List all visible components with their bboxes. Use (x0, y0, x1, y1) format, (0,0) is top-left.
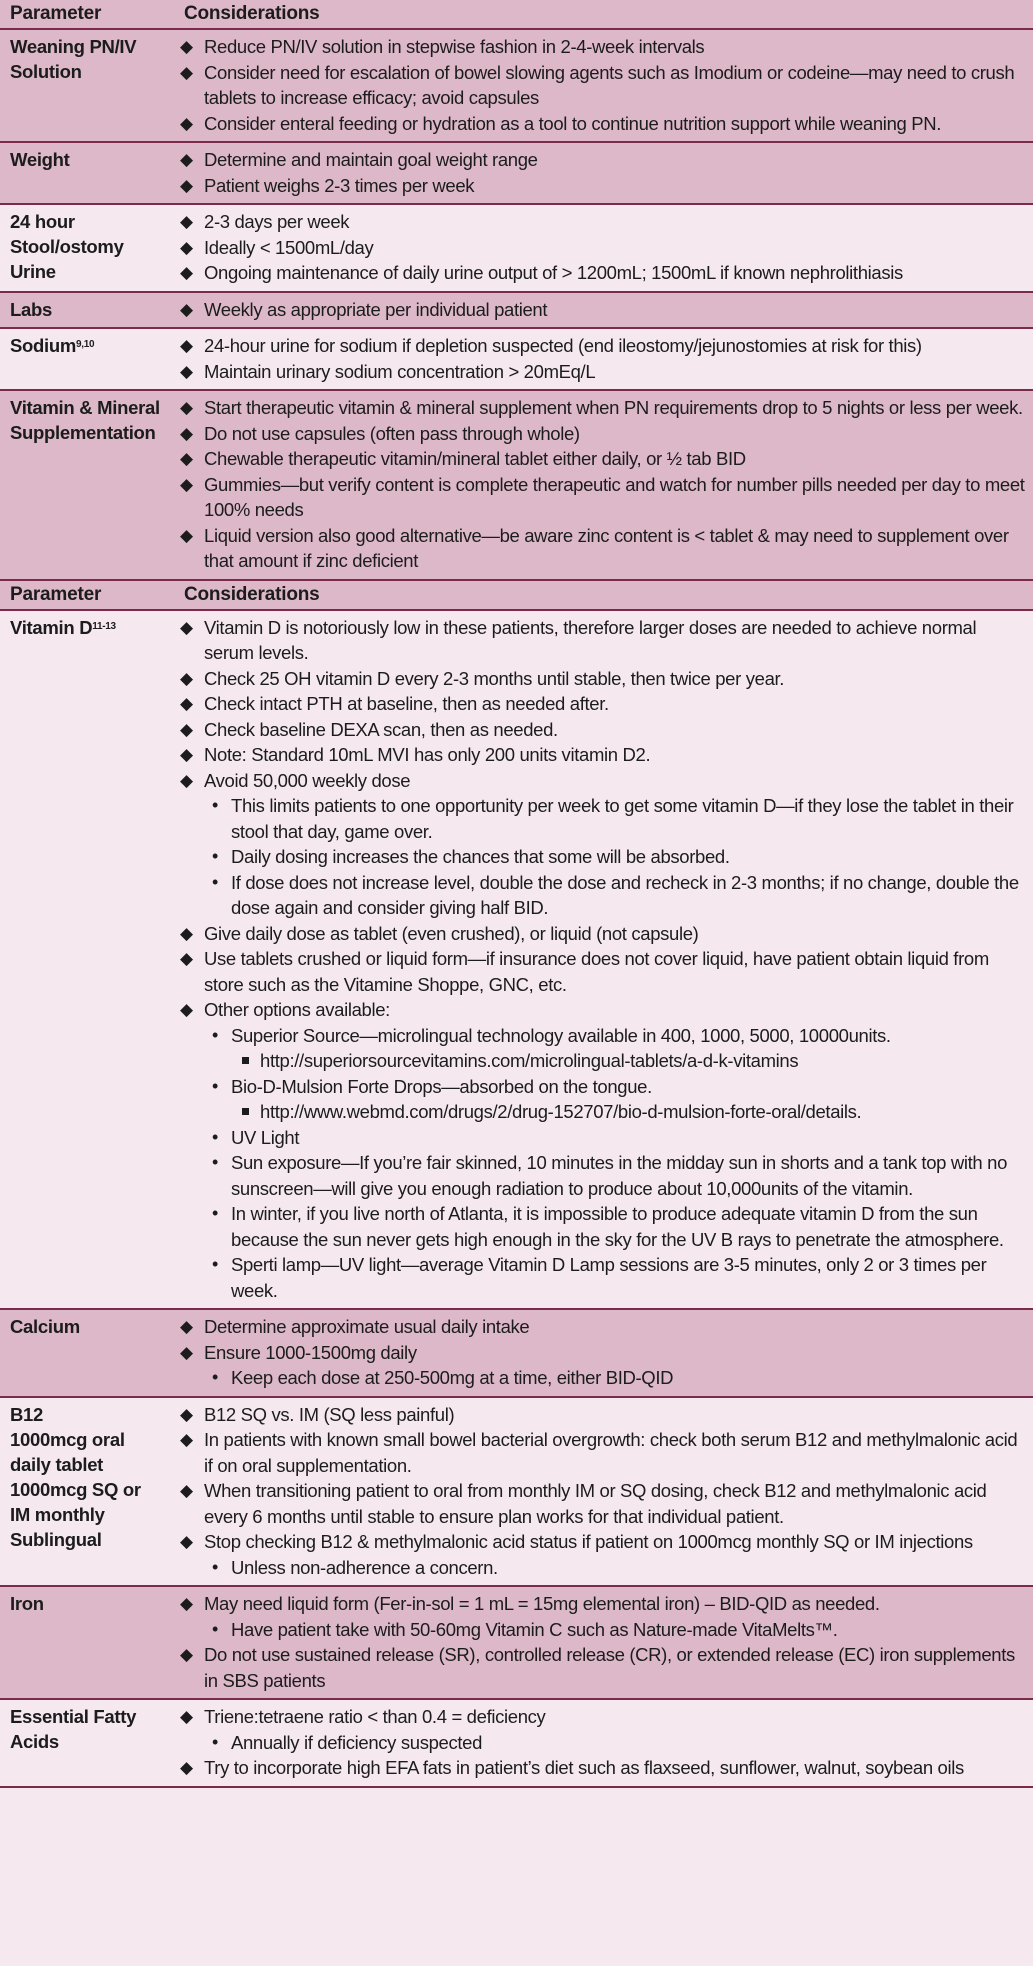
list-item (176, 1617, 1029, 1643)
list-item (176, 1427, 1029, 1478)
diamond-bullet-icon: ◆ (180, 1707, 193, 1726)
list-item (176, 768, 1029, 794)
item-text: Reduce PN/IV solution in stepwise fashion in 2-4-week intervals (204, 36, 705, 57)
considerations-cell (176, 1591, 1033, 1693)
header-parameter: Parameter (10, 583, 102, 605)
item-text: In patients with known small bowel bacterial overgrowth: check both serum B12 and methylmalonic acid if on oral supplementation. (204, 1429, 1018, 1476)
parameter-cell (0, 34, 176, 136)
square-bullet-icon (242, 1057, 249, 1064)
diamond-bullet-icon: ◆ (180, 263, 193, 282)
diamond-bullet-icon: ◆ (180, 1758, 193, 1777)
item-text: May need liquid form (Fer-in-sol = 1 mL = 15mg elemental iron) – BID-QID as needed. (204, 1593, 880, 1614)
item-text: B12 SQ vs. IM (SQ less painful) (204, 1403, 455, 1425)
table-row (0, 391, 1033, 581)
item-text: Vitamin D is notoriously low in these patients, therefore larger doses are needed to achieve normal serum levels. (204, 616, 977, 663)
item-text: Check 25 OH vitamin D every 2-3 months until stable, then twice per year. (204, 667, 785, 689)
round-bullet-icon: • (212, 1618, 218, 1639)
round-bullet-icon: • (212, 1254, 218, 1274)
diamond-bullet-icon: ◆ (180, 62, 193, 82)
list-item (176, 421, 1029, 447)
parameter-label: Vitamin D (10, 616, 93, 638)
item-text: Start therapeutic vitamin & mineral supplement when PN requirements drop to 5 nights or less per week. (204, 397, 1023, 418)
table-row (0, 30, 1033, 143)
item-text: Ongoing maintenance of daily urine output of > 1200mL; 1500mL if known nephrolithiasis (204, 262, 903, 283)
list-item (176, 1704, 1029, 1730)
considerations-cell (176, 1402, 1033, 1581)
item-text: Triene:tetraene ratio < than 0.4 = deficiency (204, 1706, 546, 1727)
header-considerations: Considerations (184, 583, 320, 605)
item-text: Check baseline DEXA scan, then as needed. (204, 718, 558, 740)
list-item (176, 1099, 1029, 1125)
list-item (176, 1529, 1029, 1555)
diamond-bullet-icon: ◆ (180, 336, 193, 355)
parameter-cell (0, 1704, 176, 1781)
list-item (176, 111, 1029, 137)
item-text: Give daily dose as tablet (even crushed), or liquid (not capsule) (204, 922, 699, 944)
parameter-label: Essential Fatty Acids (10, 1706, 137, 1752)
item-text: Do not use capsules (often pass through whole) (204, 422, 580, 444)
considerations-cell (176, 297, 1033, 323)
list-item (176, 260, 1029, 286)
item-text: Liquid version also good alternative—be aware zinc content is < tablet & may need to supplement over that amount if zinc deficient (204, 524, 1009, 571)
list-item (176, 147, 1029, 173)
parameter-cell (0, 1402, 176, 1581)
diamond-bullet-icon: ◆ (180, 449, 193, 468)
diamond-bullet-icon: ◆ (180, 1594, 193, 1613)
list-item (176, 946, 1029, 997)
diamond-bullet-icon: ◆ (180, 525, 193, 545)
list-item (176, 446, 1029, 472)
round-bullet-icon: • (212, 1152, 218, 1172)
parameter-label: Labs (10, 298, 52, 320)
table-row (0, 1310, 1033, 1398)
item-text: 24-hour urine for sodium if depletion suspected (end ileostomy/jejunostomies at risk for this) (204, 335, 922, 356)
item-text: Weekly as appropriate per individual patient (204, 298, 548, 320)
item-text: Try to incorporate high EFA fats in patient’s diet such as flaxseed, sunflower, walnut, soybean oils (204, 1757, 964, 1778)
diamond-bullet-icon: ◆ (180, 770, 193, 790)
list-item (176, 1340, 1029, 1366)
item-text: Keep each dose at 250-500mg at a time, either BID-QID (231, 1367, 674, 1388)
diamond-bullet-icon: ◆ (180, 237, 193, 257)
list-item (176, 1642, 1029, 1693)
diamond-bullet-icon: ◆ (180, 668, 193, 688)
parameter-label: B12 1000mcg oral daily tablet 1000mcg SQ or IM monthly Sublingual (10, 1403, 141, 1550)
table-row (0, 293, 1033, 330)
diamond-bullet-icon: ◆ (180, 1645, 193, 1664)
item-text: http://superiorsourcevitamins.com/microlingual-tablets/a-d-k-vitamins (260, 1050, 799, 1071)
diamond-bullet-icon: ◆ (180, 1000, 193, 1019)
table-row (0, 1398, 1033, 1588)
table-header-repeat (0, 581, 1033, 611)
list-item (176, 1555, 1029, 1581)
list-item (176, 1125, 1029, 1151)
parameter-label: Calcium (10, 1316, 80, 1337)
list-item (176, 615, 1029, 666)
item-text: Patient weighs 2-3 times per week (204, 174, 475, 196)
list-item (176, 523, 1029, 574)
list-item (176, 1201, 1029, 1252)
diamond-bullet-icon: ◆ (180, 1404, 193, 1424)
item-text: If dose does not increase level, double the dose and recheck in 2-3 months; if no change, double the dose again and consider giving half BID. (231, 871, 1019, 918)
list-item (176, 870, 1029, 921)
item-text: Gummies—but verify content is complete therapeutic and watch for number pills needed per day to meet 100% needs (204, 473, 1025, 520)
list-item (176, 1730, 1029, 1756)
item-text: Consider need for escalation of bowel slowing agents such as Imodium or codeine—may need to crush tablets to increase efficacy; avoid capsules (204, 61, 1015, 108)
item-text: This limits patients to one opportunity per week to get some vitamin D—if they lose the tablet in their stool that day, game over. (231, 795, 1014, 842)
list-item (176, 1591, 1029, 1617)
diamond-bullet-icon: ◆ (180, 923, 193, 943)
list-item (176, 359, 1029, 385)
list-item (176, 1150, 1029, 1201)
item-text: Consider enteral feeding or hydration as a tool to continue nutrition support while weaning PN. (204, 112, 942, 134)
item-text: Annually if deficiency suspected (231, 1731, 483, 1753)
item-text: Determine and maintain goal weight range (204, 149, 538, 170)
item-text: Superior Source—microlingual technology available in 400, 1000, 5000, 10000units. (231, 1024, 891, 1046)
item-text: When transitioning patient to oral from monthly IM or SQ dosing, check B12 and methylmalonic acid every 6 months until stable to ensure plan works for that individual patient. (204, 1480, 987, 1527)
parameter-label: Weaning PN/IV Solution (10, 36, 137, 82)
item-text: 2-3 days per week (204, 211, 350, 232)
list-item (176, 209, 1029, 235)
table-row (0, 205, 1033, 293)
table-row (0, 143, 1033, 205)
considerations-cell (176, 34, 1033, 136)
item-text: Check intact PTH at baseline, then as needed after. (204, 693, 609, 714)
list-item (176, 60, 1029, 111)
list-item (176, 1478, 1029, 1529)
item-text: Stop checking B12 & methylmalonic acid status if patient on 1000mcg monthly SQ or IM injections (204, 1531, 973, 1552)
list-item (176, 666, 1029, 692)
parameter-label: Weight (10, 149, 70, 170)
item-text: Determine approximate usual daily intake (204, 1316, 530, 1337)
parameter-label: Iron (10, 1593, 44, 1614)
table-row (0, 1700, 1033, 1788)
item-text: Have patient take with 50-60mg Vitamin C such as Nature-made VitaMelts™. (231, 1618, 838, 1640)
list-item (176, 1755, 1029, 1781)
list-item (176, 235, 1029, 261)
diamond-bullet-icon: ◆ (180, 175, 193, 195)
header-parameter: Parameter (10, 3, 102, 24)
round-bullet-icon: • (212, 1126, 218, 1147)
parameter-cell (0, 333, 176, 384)
item-text: Use tablets crushed or liquid form—if insurance does not cover liquid, have patient obtain liquid from store such as the Vitamine Shoppe, GNC, etc. (204, 948, 989, 995)
table-body (0, 30, 1033, 1788)
list-item (176, 472, 1029, 523)
item-text: Chewable therapeutic vitamin/mineral tablet either daily, or ½ tab BID (204, 448, 746, 469)
list-item (176, 1314, 1029, 1340)
diamond-bullet-icon: ◆ (180, 113, 193, 133)
item-text: Ideally < 1500mL/day (204, 236, 374, 258)
diamond-bullet-icon: ◆ (180, 212, 193, 231)
diamond-bullet-icon: ◆ (180, 1430, 193, 1449)
reference-superscript: 9,10 (76, 339, 95, 350)
diamond-bullet-icon: ◆ (180, 37, 193, 56)
considerations-cell (176, 147, 1033, 198)
parameter-cell (0, 147, 176, 198)
considerations-cell (176, 1704, 1033, 1781)
item-text: Daily dosing increases the chances that some will be absorbed. (231, 846, 730, 867)
considerations-cell (176, 333, 1033, 384)
item-text: Avoid 50,000 weekly dose (204, 769, 411, 791)
diamond-bullet-icon: ◆ (180, 1342, 193, 1362)
parameter-label: Sodium (10, 335, 77, 356)
list-item (176, 997, 1029, 1023)
table-header (0, 0, 1033, 30)
item-text: Ensure 1000-1500mg daily (204, 1341, 417, 1363)
list-item (176, 844, 1029, 870)
list-item (176, 921, 1029, 947)
list-item (176, 1252, 1029, 1303)
diamond-bullet-icon: ◆ (180, 361, 193, 381)
considerations-cell (176, 615, 1033, 1304)
round-bullet-icon: • (212, 846, 218, 866)
item-text: Sperti lamp—UV light—average Vitamin D Lamp sessions are 3-5 minutes, only 2 or 3 times per week. (231, 1254, 987, 1301)
diamond-bullet-icon: ◆ (180, 719, 193, 739)
reference-superscript: 11-13 (92, 620, 116, 632)
round-bullet-icon: • (212, 1367, 218, 1387)
parameter-cell (0, 1591, 176, 1693)
round-bullet-icon: • (212, 1024, 218, 1045)
item-text: Bio-D-Mulsion Forte Drops—absorbed on the tongue. (231, 1075, 652, 1097)
list-item (176, 173, 1029, 199)
list-item (176, 1074, 1029, 1100)
diamond-bullet-icon: ◆ (180, 1481, 193, 1500)
list-item (176, 1402, 1029, 1428)
list-item (176, 34, 1029, 60)
table-row (0, 329, 1033, 391)
list-item (176, 691, 1029, 717)
diamond-bullet-icon: ◆ (180, 1532, 193, 1551)
item-text: Unless non-adherence a concern. (231, 1556, 498, 1578)
round-bullet-icon: • (212, 1075, 218, 1096)
list-item (176, 793, 1029, 844)
considerations-cell (176, 209, 1033, 286)
parameter-cell (0, 209, 176, 286)
item-text: Sun exposure—If you’re fair skinned, 10 minutes in the midday sun in shorts and a tank top with no sunscreen—will give you enough radiation to produce about 10,000units of the vitamin. (231, 1152, 1008, 1199)
square-bullet-icon (242, 1108, 249, 1115)
list-item (176, 297, 1029, 323)
table-row (0, 611, 1033, 1311)
diamond-bullet-icon: ◆ (180, 617, 193, 637)
diamond-bullet-icon: ◆ (180, 949, 193, 968)
header-considerations: Considerations (184, 3, 320, 24)
parameter-label: Vitamin & Mineral Supplementation (10, 397, 160, 443)
diamond-bullet-icon: ◆ (180, 150, 193, 169)
list-item (176, 1048, 1029, 1074)
item-text: In winter, if you live north of Atlanta, it is impossible to produce adequate vitamin D from the sun because the sun never gets high enough in the sky for the UV B rays to penetrate the atmosphere. (231, 1203, 1004, 1250)
item-text: Note: Standard 10mL MVI has only 200 units vitamin D2. (204, 744, 651, 765)
diamond-bullet-icon: ◆ (180, 423, 193, 443)
list-item (176, 742, 1029, 768)
parameter-cell (0, 1314, 176, 1391)
item-text: Maintain urinary sodium concentration > 20mEq/L (204, 360, 596, 382)
considerations-cell (176, 395, 1033, 574)
diamond-bullet-icon: ◆ (180, 745, 193, 764)
item-text: http://www.webmd.com/drugs/2/drug-152707/bio-d-mulsion-forte-oral/details. (260, 1101, 862, 1122)
parameter-cell (0, 297, 176, 323)
considerations-cell (176, 1314, 1033, 1391)
list-item (176, 1023, 1029, 1049)
round-bullet-icon: • (212, 871, 218, 892)
diamond-bullet-icon: ◆ (180, 299, 193, 319)
parameter-label: 24 hour Stool/ostomy Urine (10, 211, 124, 282)
diamond-bullet-icon: ◆ (180, 694, 193, 713)
list-item (176, 333, 1029, 359)
item-text: UV Light (231, 1126, 300, 1148)
round-bullet-icon: • (212, 1731, 218, 1752)
round-bullet-icon: • (212, 795, 218, 815)
round-bullet-icon: • (212, 1203, 218, 1223)
diamond-bullet-icon: ◆ (180, 474, 193, 494)
table-row (0, 1587, 1033, 1700)
list-item (176, 1365, 1029, 1391)
round-bullet-icon: • (212, 1556, 218, 1577)
parameter-cell (0, 395, 176, 574)
item-text: Other options available: (204, 999, 390, 1020)
item-text: Do not use sustained release (SR), controlled release (CR), or extended release (EC) iron supplements in SBS patients (204, 1644, 1015, 1691)
diamond-bullet-icon: ◆ (180, 398, 193, 417)
list-item (176, 717, 1029, 743)
list-item (176, 395, 1029, 421)
diamond-bullet-icon: ◆ (180, 1317, 193, 1336)
parameter-cell (0, 615, 176, 1304)
